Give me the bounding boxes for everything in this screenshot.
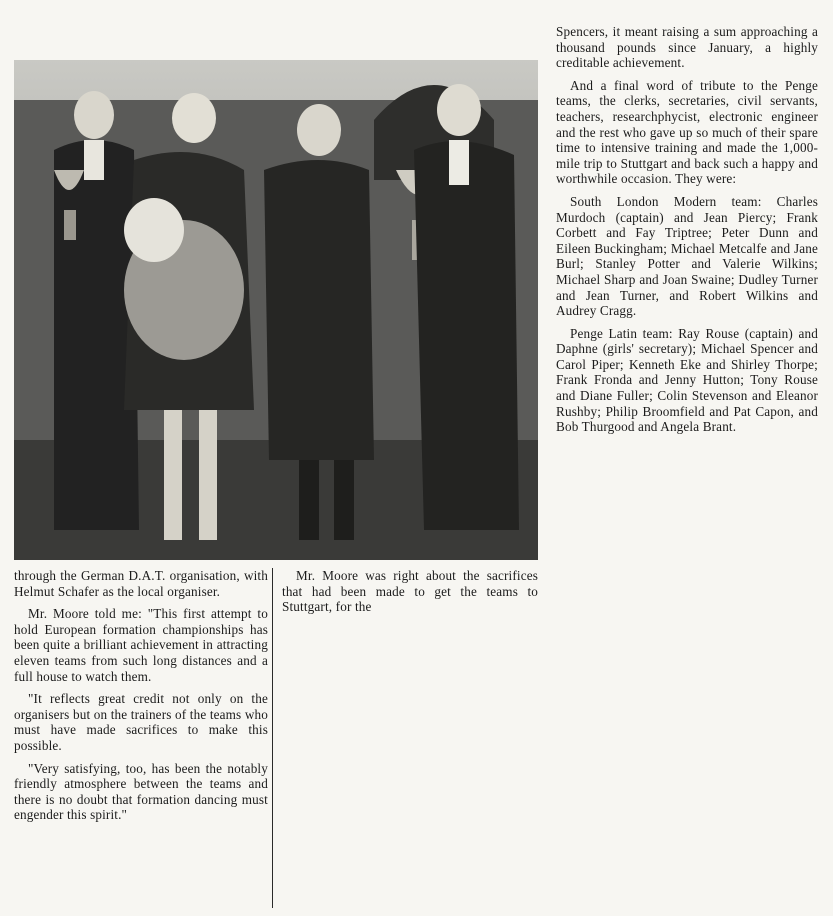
paragraph: Penge Latin team: Ray Rouse (captain) and Daphne (girls' secretary); Michael Spencer and Carol Piper; Kenneth Eke and Shirley Thorpe; Frank Fronda and Jenny Hutton; Tony Rouse and Diane Fuller; Colin Stevenson and Eleanor Rushby; Philip Broomfield and Pat Capon, and Bob Thurgood and Angela Brant. [556, 325, 818, 435]
photo-group-icon [14, 60, 538, 560]
middle-column [282, 568, 538, 622]
paragraph: Mr. Moore told me: "This first attempt to hold European formation championships has been quite a brilliant achievement in attracting eleven teams from such long distances and a full house to watch them. [14, 606, 268, 684]
left-column [14, 568, 268, 830]
paragraph: Spencers, it meant raising a sum approaching a thousand pounds since January, a highly creditable achievement. [556, 24, 818, 71]
paragraph: Mr. Moore was right about the sacrifices that had been made to get the teams to Stuttgart, for the [282, 568, 538, 615]
right-column [556, 24, 818, 442]
paragraph: "It reflects great credit not only on the organisers but on the trainers of the teams who must have made sacrifices to make this possible. [14, 691, 268, 753]
paragraph: And a final word of tribute to the Penge teams, the clerks, secretaries, civil servants, teachers, researchphycist, electronic engineer and the rest who gave up so much of their spare time to intensive training and made the 1,000-mile trip to Stuttgart and back such a happy and worthwhile occasion. They were: [556, 77, 818, 187]
paragraph: "Very satisfying, too, has been the notably friendly atmosphere between the teams and there is no doubt that formation dancing must engender this spirit." [14, 760, 268, 823]
paragraph: South London Modern team: Charles Murdoch (captain) and Jean Piercy; Frank Corbett and Fay Triptree; Peter Dunn and Eileen Buckingham; Michael Metcalfe and Jane Burl; Stanley Potter and Valerie Wilkins; Michael Sharp and Joan Swaine; Dudley Turner and Jean Turner, and Robert Wilkins and Audrey Cragg. [556, 193, 818, 319]
paragraph: through the German D.A.T. organisation, with Helmut Schafer as the local organiser. [14, 568, 268, 599]
column-divider [272, 568, 273, 908]
newspaper-photo [14, 60, 538, 560]
